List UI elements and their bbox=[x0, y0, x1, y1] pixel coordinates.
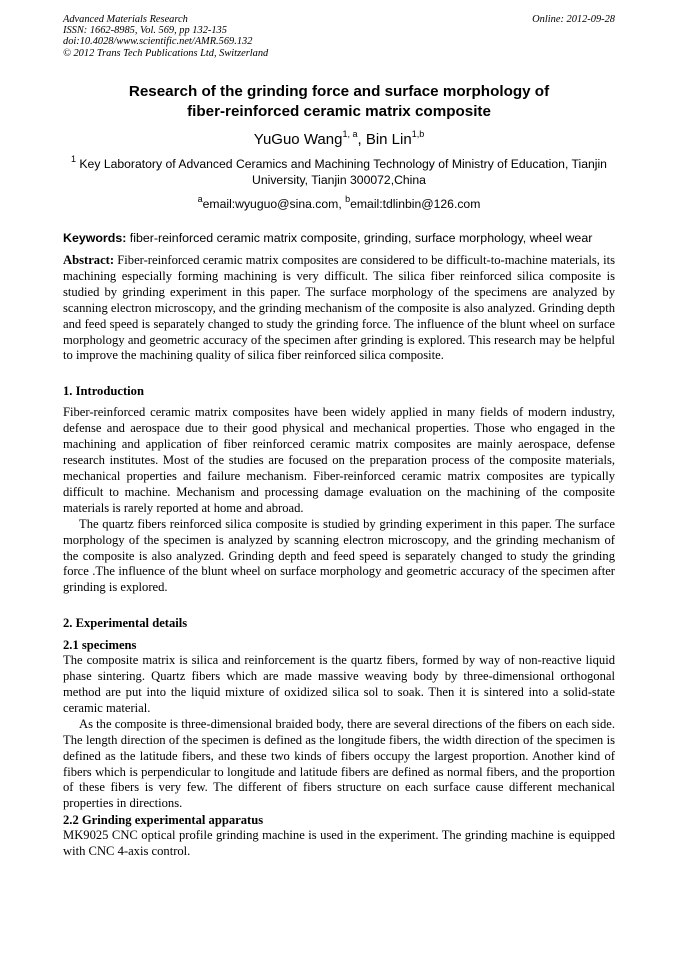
paragraph: MK9025 CNC optical profile grinding machine is used in the experiment. The grinding machine is equipped with CNC 4-axis control. bbox=[63, 828, 615, 859]
journal-info bbox=[63, 14, 268, 59]
keywords-label: Keywords: bbox=[63, 231, 127, 245]
affiliation-line1: Key Laboratory of Advanced Ceramics and Machining Technology of Ministry of Education, Tianjin bbox=[76, 157, 607, 171]
paper-page bbox=[63, 14, 615, 860]
journal-name: Advanced Materials Research bbox=[63, 14, 188, 25]
paragraph: The composite matrix is silica and reinforcement is the quartz fibers, formed by way of non-reactive liquid phase sintering. Quartz fibers which are made massive weaving body by three-dimensional orthogonal method are put into the liquid mixture of oxidized silica sol to soak. Then it is sintered into a solid-state ceramic material. bbox=[63, 653, 615, 715]
journal-copyright: © 2012 Trans Tech Publications Ltd, Switzerland bbox=[63, 47, 269, 59]
email-b-sup: b bbox=[345, 193, 351, 204]
affiliation-line2: University, Tianjin 300072,China bbox=[252, 173, 426, 187]
author-emails bbox=[63, 193, 615, 212]
keywords-text: fiber-reinforced ceramic matrix composite, grinding, surface morphology, wheel wear bbox=[126, 231, 593, 245]
journal-issn: ISSN: 1662-8985, Vol. 569, pp 132-135 bbox=[63, 25, 227, 37]
title-line1-rest: of the grinding force and surface morphology of bbox=[197, 83, 550, 100]
paragraph: As the composite is three-dimensional braided body, there are several directions of the fibers on each side. The length direction of the specimen is defined as the longitude fibers, the width direction of the specimen is defined as the latitude fibers, and these two kinds of fibers occupy the largest proportion. Another kind of fibers which is perpendicular to longitude and latitude fibers are defined as normal fibers, and the proportion of these fibers is very few. The different of fibers structure on each surface cause different mechanical properties in directions. bbox=[63, 716, 615, 811]
author-affil-sup: 1, a bbox=[342, 129, 358, 139]
section-heading-introduction: 1. Introduction bbox=[63, 384, 144, 399]
subsection-heading-specimens: 2.1 specimens bbox=[63, 638, 137, 653]
abstract bbox=[63, 253, 615, 364]
email-a[interactable]: email:wyuguo@sina.com, bbox=[202, 197, 346, 211]
author-affil-sup: 1,b bbox=[411, 129, 425, 139]
online-date: Online: 2012-09-28 bbox=[532, 14, 615, 25]
author-name: Bin Lin bbox=[365, 131, 412, 148]
affiliation bbox=[63, 153, 615, 188]
paragraph: Fiber-reinforced ceramic matrix composites have been widely applied in many fields of modern industry, defense and aerospace due to their good physical and mechanical properties. Those who engaged in the machining and application of fiber reinforced ceramic matrix composites are mainly aerospace, defense research institutes. Most of the studies are focused on the preparation process of the composite materials, mechanical properties and failure mechanism. Fiber-reinforced ceramic matrix composites are typically difficult to machine. Mechanism and processing damage evaluation on the machining of the composite materials is rarely reported at home and abroad. bbox=[63, 405, 615, 515]
title-first-word: Research bbox=[128, 83, 198, 100]
email-b[interactable]: email:tdlinbin@126.com bbox=[350, 197, 481, 211]
section-heading-experimental: 2. Experimental details bbox=[63, 616, 188, 631]
abstract-label: Abstract: bbox=[63, 253, 115, 267]
journal-header bbox=[63, 14, 615, 64]
email-a-sup: a bbox=[197, 193, 203, 204]
paper-title bbox=[63, 82, 615, 121]
author-name: YuGuo Wang bbox=[253, 131, 343, 148]
subsection-heading-apparatus: 2.2 Grinding experimental apparatus bbox=[63, 813, 264, 828]
authors bbox=[63, 130, 615, 150]
paragraph: The quartz fibers reinforced silica composite is studied by grinding experiment in this paper. The surface morphology of the specimen is analyzed by scanning electron microscopy, and the grinding mechanism of the composite is also analyzed. Grinding depth and feed speed is separately changed to study the grinding force .The influence of the blunt wheel on surface morphology and geometric accuracy of the specimen after grinding is explored. bbox=[63, 516, 615, 595]
affiliation-sup: 1 bbox=[71, 153, 77, 164]
author-separator: , bbox=[357, 131, 366, 148]
keywords bbox=[63, 230, 615, 246]
title-line2: fiber-reinforced ceramic matrix composite bbox=[187, 102, 491, 120]
abstract-text: Fiber-reinforced ceramic matrix composites are considered to be difficult-to-machine materials, its machining especially forming machining is very difficult. The silica fiber reinforced silica composite is studied by grinding experiment in this paper. The surface morphology of the specimens are analyzed by scanning electron microscopy, and the grinding mechanism of the composite is also analyzed. Grinding depth and feed speed is separately changed to study the grinding force. The influence of the blunt wheel on surface morphology and geometric accuracy of the specimen after grinding is explored. This research may be helpful to improve the machining quality of silica fiber reinforced silica composite. bbox=[63, 253, 615, 363]
journal-doi: doi:10.4028/www.scientific.net/AMR.569.132 bbox=[63, 36, 253, 48]
